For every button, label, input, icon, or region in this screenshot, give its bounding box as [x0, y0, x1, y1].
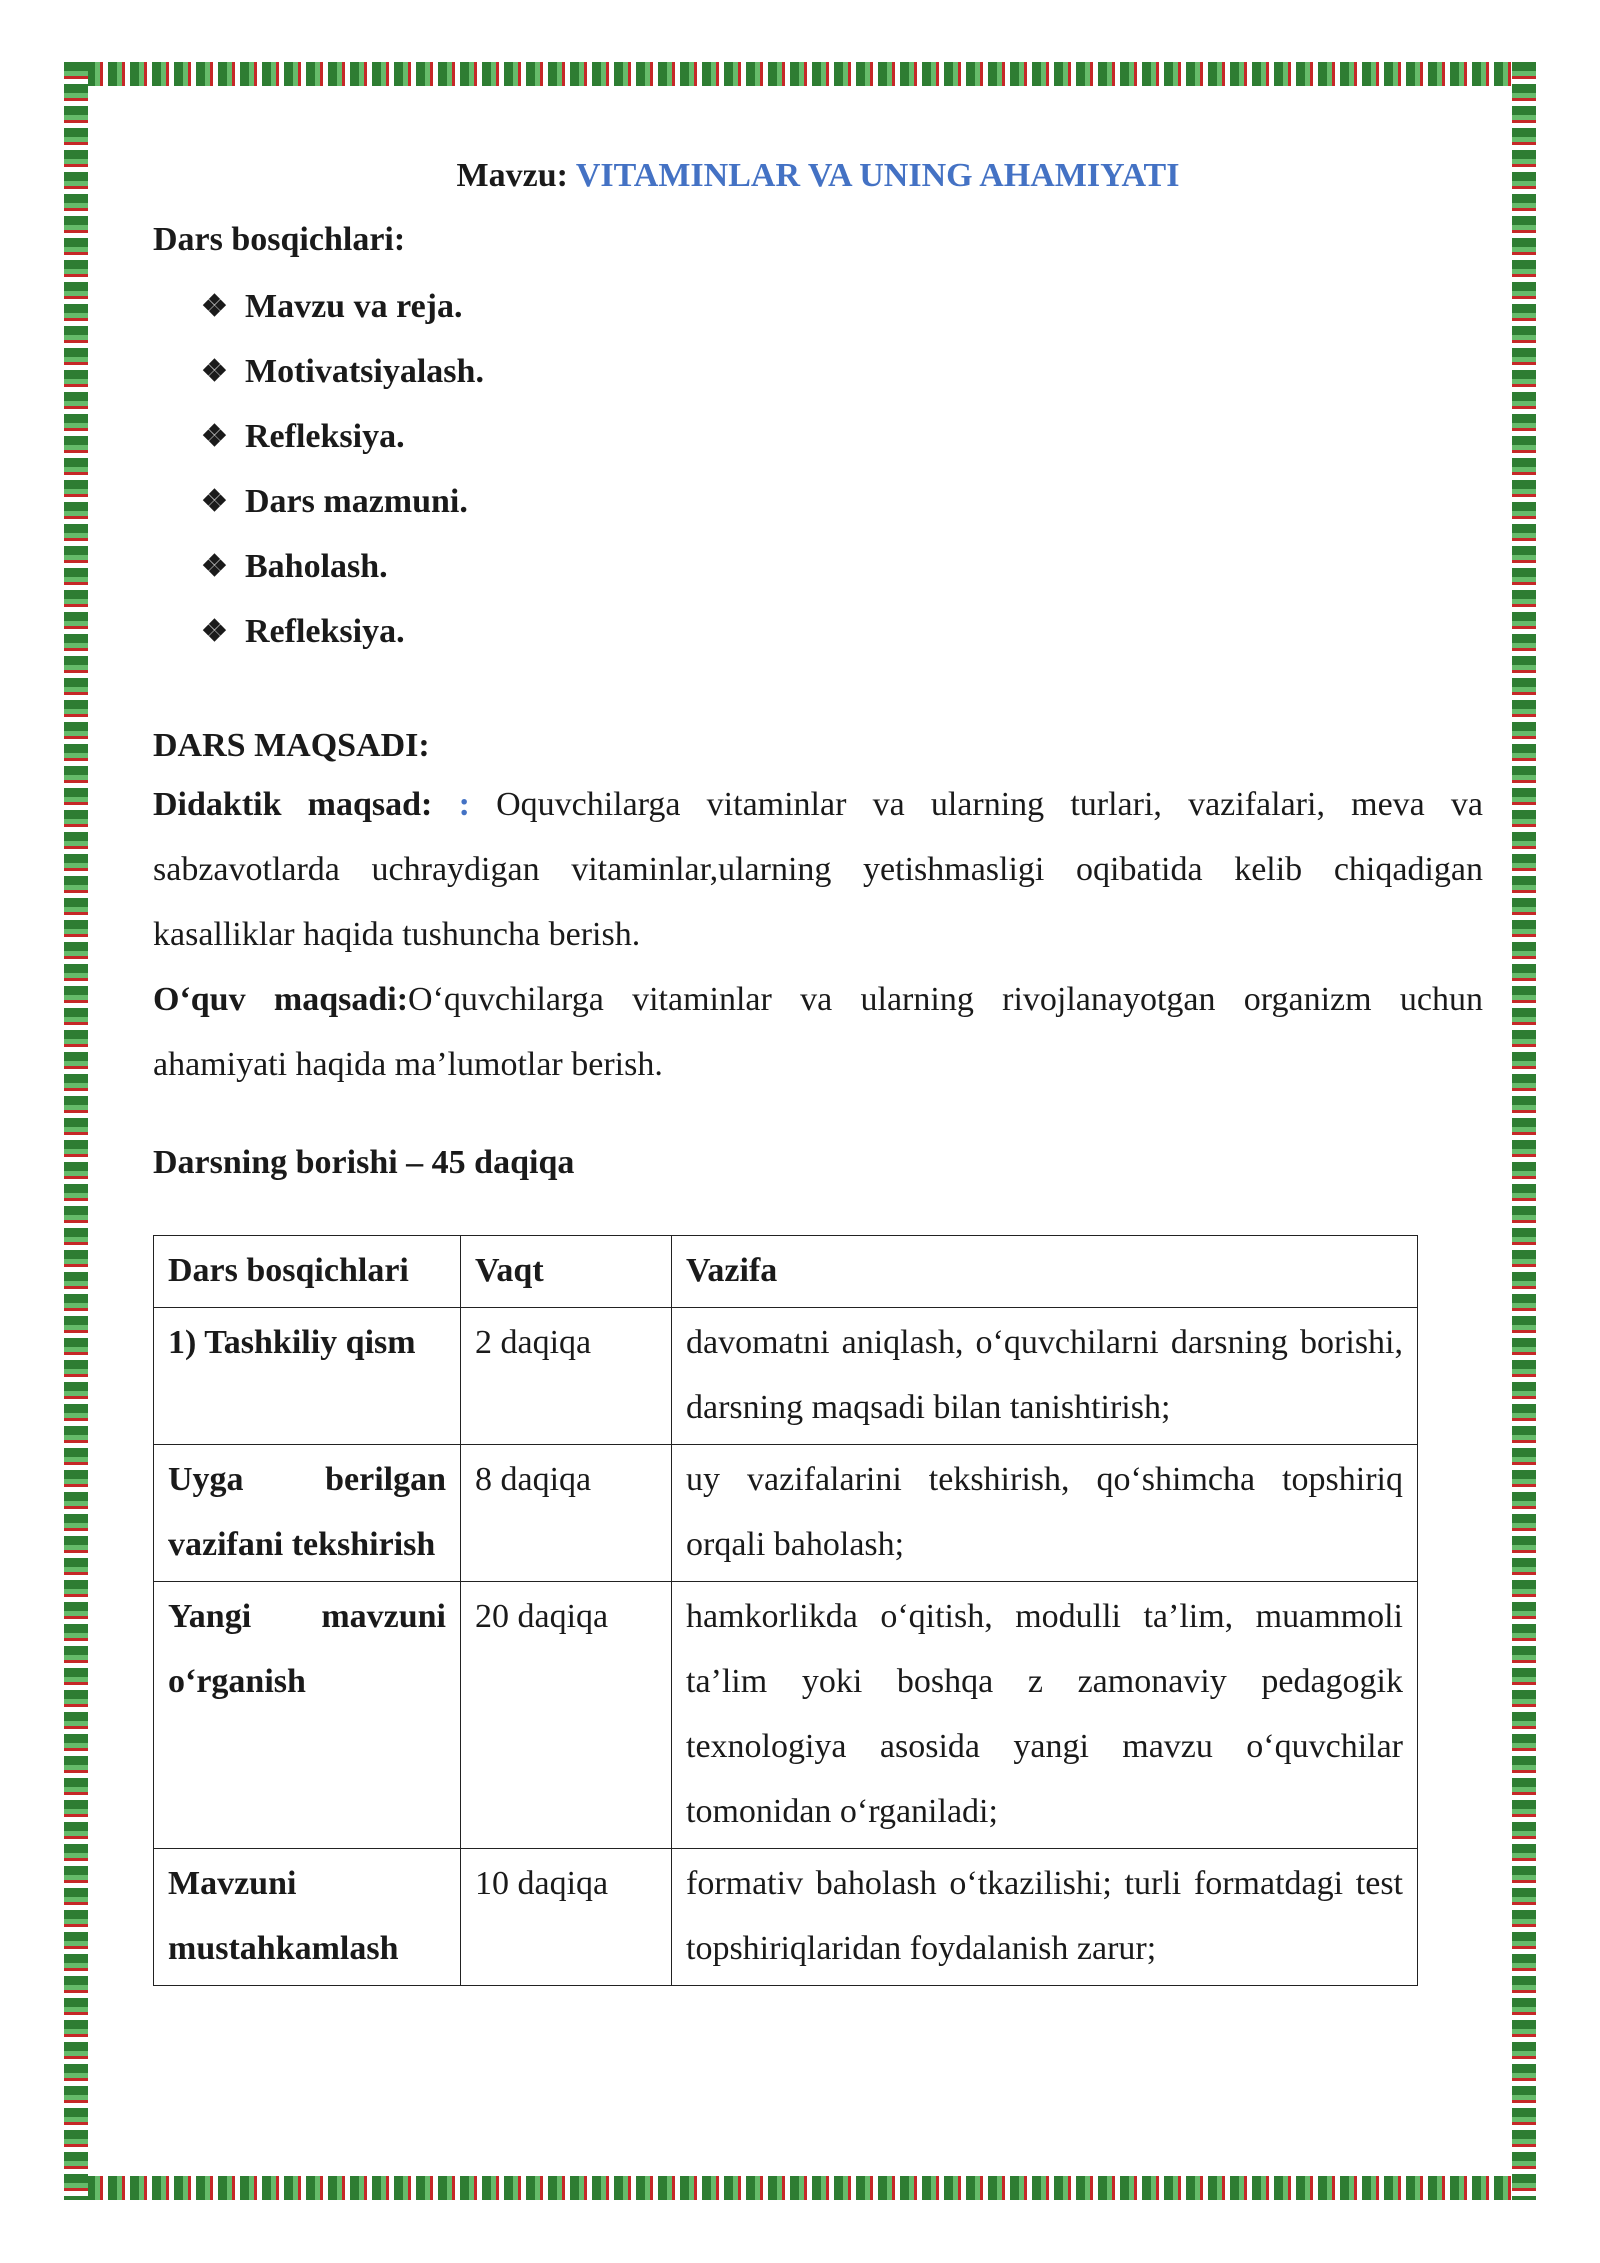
column-header: Dars bosqichlari: [154, 1236, 461, 1308]
diamond-star-icon: ❖: [201, 615, 228, 648]
page-title: [153, 150, 1483, 202]
holly-border-left: [64, 62, 88, 2200]
holly-border-right: [1512, 62, 1536, 2200]
stage-label: Refleksiya.: [245, 418, 405, 455]
stage-label: Motivatsiyalash.: [245, 353, 484, 390]
table-row: [154, 1849, 1418, 1986]
list-item: [201, 404, 1483, 469]
lesson-plan-table: [153, 1235, 1418, 1986]
time-cell: 10 daqiqa: [461, 1849, 672, 1986]
table-row: [154, 1445, 1418, 1582]
title-label: Mavzu:: [456, 157, 568, 194]
educational-goal: [153, 967, 1483, 1097]
stage-label: Refleksiya.: [245, 613, 405, 650]
list-item: [201, 469, 1483, 534]
educational-goal-label: O‘quv maqsadi:: [153, 981, 409, 1018]
stage-cell: Yangi mavzuni o‘rganish: [154, 1582, 461, 1849]
didactic-goal-text: Oquvchilarga vitaminlar va ularning turlari, vazifalari, meva va sabzavotlarda uchraydigan vitaminlar,ularning yetishmasligi oqibatida kelib chiqadigan kasalliklar haqida tushuncha berish.: [153, 786, 1484, 953]
stage-cell: Mavzuni mustahkamlash: [154, 1849, 461, 1986]
holly-border-top: [64, 62, 1536, 86]
task-cell: uy vazifalarini tekshirish, qo‘shimcha topshiriq orqali baholash;: [672, 1445, 1418, 1582]
stages-heading: Dars bosqichlari:: [153, 221, 406, 258]
didactic-goal-label: Didaktik maqsad:: [153, 786, 433, 823]
time-cell: 8 daqiqa: [461, 1445, 672, 1582]
didactic-goal: [153, 772, 1483, 967]
diamond-star-icon: ❖: [201, 550, 228, 583]
diamond-star-icon: ❖: [201, 420, 228, 453]
table-row: [154, 1582, 1418, 1849]
holly-border-bottom: [64, 2176, 1536, 2200]
didactic-goal-colon: :: [458, 786, 470, 823]
task-cell: hamkorlikda o‘qitish, modulli ta’lim, muammoli ta’lim yoki boshqa z zamonaviy pedagogik texnologiya asosida yangi mavzu o‘quvchilar tomonidan o‘rganiladi;: [672, 1582, 1418, 1849]
title-topic: VITAMINLAR VA UNING AHAMIYATI: [575, 157, 1180, 194]
educational-goal-text: O‘quvchilarga vitaminlar va ularning rivojlanayotgan organizm uchun ahamiyati haqida ma’lumotlar berish.: [153, 981, 1483, 1083]
column-header: Vazifa: [672, 1236, 1418, 1308]
document-body: [153, 150, 1483, 1986]
list-item: [201, 339, 1483, 404]
list-item: [201, 534, 1483, 599]
list-item: [201, 274, 1483, 339]
stage-label: Mavzu va reja.: [245, 288, 463, 325]
task-cell: davomatni aniqlash, o‘quvchilarni darsning borishi, darsning maqsadi bilan tanishtirish;: [672, 1308, 1418, 1445]
stage-label: Dars mazmuni.: [245, 483, 468, 520]
time-cell: 2 daqiqa: [461, 1308, 672, 1445]
stages-list: [153, 274, 1483, 664]
time-cell: 20 daqiqa: [461, 1582, 672, 1849]
diamond-star-icon: ❖: [201, 290, 228, 323]
diamond-star-icon: ❖: [201, 355, 228, 388]
table-row: [154, 1308, 1418, 1445]
diamond-star-icon: ❖: [201, 485, 228, 518]
lesson-duration: Darsning borishi – 45 daqiqa: [153, 1144, 575, 1181]
task-cell: formativ baholash o‘tkazilishi; turli formatdagi test topshiriqlaridan foydalanish zarur;: [672, 1849, 1418, 1986]
table-header-row: [154, 1236, 1418, 1308]
list-item: [201, 599, 1483, 664]
stage-cell: Uyga berilgan vazifani tekshirish: [154, 1445, 461, 1582]
goals-heading: DARS MAQSADI:: [153, 727, 430, 764]
column-header: Vaqt: [461, 1236, 672, 1308]
stage-label: Baholash.: [245, 548, 388, 585]
stage-cell: 1) Tashkiliy qism: [154, 1308, 461, 1445]
